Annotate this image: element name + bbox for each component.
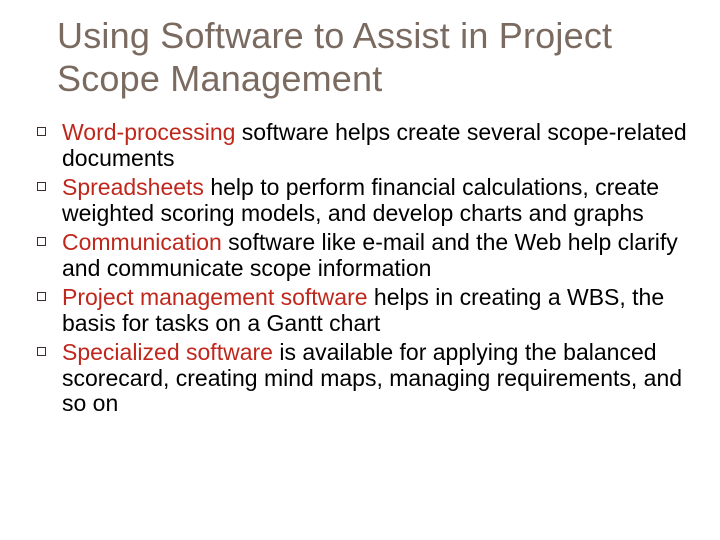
bullet-item <box>36 285 706 336</box>
bullet-text: help to perform financial calculations, create weighted scoring models, and develop charts and graphs <box>62 174 660 226</box>
bullet-item <box>36 120 706 171</box>
square-bullet-icon <box>37 182 46 191</box>
bullet-item <box>36 340 706 417</box>
bullet-text: software like e-mail and the Web help clarify and communicate scope information <box>62 229 678 281</box>
bullet-highlight: Word-processing <box>62 119 236 145</box>
bullet-item <box>36 175 706 226</box>
bullet-highlight: Spreadsheets <box>62 174 204 200</box>
bullet-text: software helps create several scope-related documents <box>62 119 687 171</box>
bullet-list <box>36 120 706 421</box>
bullet-text: is available for applying the balanced scorecard, creating mind maps, managing requirements, and so on <box>62 339 683 416</box>
bullet-item <box>36 230 706 281</box>
bullet-highlight: Specialized software <box>62 339 273 365</box>
bullet-highlight: Communication <box>62 229 222 255</box>
square-bullet-icon <box>37 292 46 301</box>
square-bullet-icon <box>37 237 46 246</box>
slide-title: Using Software to Assist in Project Scope Management <box>57 15 613 99</box>
bullet-text: helps in creating a WBS, the basis for tasks on a Gantt chart <box>62 284 665 336</box>
bullet-highlight: Project management software <box>62 284 368 310</box>
square-bullet-icon <box>37 347 46 356</box>
square-bullet-icon <box>37 127 46 136</box>
